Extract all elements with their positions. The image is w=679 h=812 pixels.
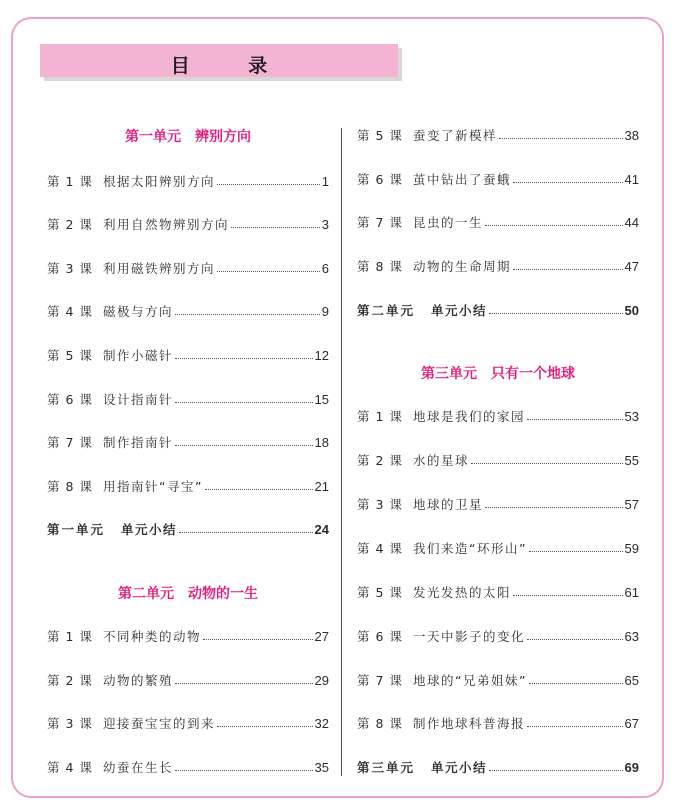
summary-title: 单元小结 [121, 522, 178, 537]
leader-dots [231, 227, 320, 228]
page-number: 50 [624, 303, 639, 318]
lesson-title: 幼蚕在生长 [103, 760, 174, 775]
toc-unit-summary[interactable] [357, 301, 639, 319]
lesson-title: 制作小磁针 [103, 348, 174, 363]
column-divider [341, 128, 342, 776]
page-number: 59 [624, 541, 639, 556]
lesson-number: 第 6 课 [357, 629, 403, 644]
lesson-title: 利用磁铁辨别方向 [103, 261, 216, 276]
leader-dots [513, 182, 623, 183]
lesson-number: 第 1 课 [47, 174, 93, 189]
leader-dots [499, 138, 623, 139]
page-number: 6 [321, 261, 329, 276]
leader-dots [175, 358, 313, 359]
leader-dots [489, 770, 623, 771]
lesson-title: 我们来造“环形山” [413, 541, 527, 556]
page-number: 1 [321, 174, 329, 189]
page-number: 61 [624, 585, 639, 600]
toc-unit-summary[interactable] [47, 520, 329, 538]
unit-label: 第三单元 [357, 760, 416, 775]
page-number: 53 [624, 409, 639, 424]
page-number: 38 [624, 128, 639, 143]
lesson-number: 第 4 课 [357, 541, 403, 556]
page-number: 18 [314, 435, 329, 450]
lesson-title: 蚕变了新模样 [413, 128, 498, 143]
leader-dots [175, 683, 313, 684]
page-number: 35 [314, 760, 329, 775]
lesson-title: 地球的“兄弟姐妹” [413, 673, 527, 688]
title-banner [40, 44, 398, 77]
leader-dots [471, 463, 623, 464]
lesson-title: 制作指南针 [103, 435, 174, 450]
toc-entry[interactable] [47, 627, 329, 645]
leader-dots [529, 551, 623, 552]
lesson-title: 迎接蚕宝宝的到来 [103, 716, 216, 731]
unit-heading-1: 第一单元 辨别方向 [125, 129, 251, 145]
toc-entry[interactable] [47, 302, 329, 320]
leader-dots [527, 639, 623, 640]
lesson-title: 地球是我们的家园 [413, 409, 526, 424]
toc-entry[interactable] [357, 714, 639, 732]
leader-dots [513, 269, 623, 270]
toc-entry[interactable] [357, 407, 639, 425]
lesson-number: 第 8 课 [47, 479, 93, 494]
leader-dots [485, 225, 623, 226]
lesson-number: 第 4 课 [47, 304, 93, 319]
lesson-title: 发光发热的太阳 [413, 585, 512, 600]
summary-title: 单元小结 [431, 303, 488, 318]
lesson-title: 水的星球 [413, 453, 470, 468]
lesson-title: 昆虫的一生 [413, 215, 484, 230]
page-number: 69 [624, 760, 639, 775]
lesson-title: 设计指南针 [103, 392, 174, 407]
toc-unit-summary[interactable] [357, 758, 639, 776]
toc-entry[interactable] [357, 583, 639, 601]
lesson-title: 地球的卫星 [413, 497, 484, 512]
toc-entry[interactable] [357, 170, 639, 188]
toc-entry[interactable] [47, 714, 329, 732]
toc-entry[interactable] [47, 433, 329, 451]
toc-entry[interactable] [357, 213, 639, 231]
leader-dots [513, 595, 623, 596]
lesson-number: 第 1 课 [47, 629, 93, 644]
leader-dots [217, 726, 313, 727]
toc-entry[interactable] [357, 495, 639, 513]
toc-entry[interactable] [47, 758, 329, 776]
unit-heading-2: 第二单元 动物的一生 [118, 586, 258, 602]
page-number: 24 [314, 522, 329, 537]
leader-dots [205, 489, 313, 490]
toc-entry[interactable] [47, 215, 329, 233]
page-number: 41 [624, 172, 639, 187]
page-number: 57 [624, 497, 639, 512]
lesson-number: 第 6 课 [47, 392, 93, 407]
lesson-number: 第 5 课 [357, 585, 403, 600]
lesson-title: 制作地球科普海报 [413, 716, 526, 731]
page-number: 44 [624, 215, 639, 230]
toc-entry[interactable] [47, 346, 329, 364]
page-number: 55 [624, 453, 639, 468]
toc-entry[interactable] [47, 259, 329, 277]
page-number: 65 [624, 673, 639, 688]
leader-dots [175, 445, 313, 446]
lesson-title: 动物的繁殖 [103, 673, 174, 688]
lesson-title: 利用自然物辨别方向 [103, 217, 230, 232]
lesson-number: 第 4 课 [47, 760, 93, 775]
toc-entry[interactable] [47, 390, 329, 408]
page-number: 3 [321, 217, 329, 232]
lesson-title: 茧中钻出了蚕蛾 [413, 172, 512, 187]
lesson-number: 第 3 课 [47, 716, 93, 731]
toc-entry[interactable] [357, 451, 639, 469]
lesson-number: 第 7 课 [357, 673, 403, 688]
lesson-number: 第 2 课 [47, 217, 93, 232]
page-number: 21 [314, 479, 329, 494]
lesson-title: 不同种类的动物 [103, 629, 202, 644]
toc-entry[interactable] [357, 126, 639, 144]
lesson-number: 第 2 课 [47, 673, 93, 688]
lesson-title: 动物的生命周期 [413, 259, 512, 274]
lesson-number: 第 5 课 [357, 128, 403, 143]
lesson-title: 用指南针“寻宝” [103, 479, 203, 494]
page-number: 29 [314, 673, 329, 688]
toc-entry[interactable] [47, 477, 329, 495]
unit-label: 第二单元 [357, 303, 416, 318]
page-number: 47 [624, 259, 639, 274]
leader-dots [175, 770, 313, 771]
toc-entry[interactable] [357, 539, 639, 557]
toc-entry[interactable] [357, 671, 639, 689]
leader-dots [527, 726, 623, 727]
lesson-number: 第 3 课 [357, 497, 403, 512]
leader-dots [217, 184, 320, 185]
lesson-number: 第 2 课 [357, 453, 403, 468]
lesson-number: 第 6 课 [357, 172, 403, 187]
toc-entry[interactable] [357, 257, 639, 275]
leader-dots [203, 639, 313, 640]
toc-entry[interactable] [357, 627, 639, 645]
page-number: 15 [314, 392, 329, 407]
page-number: 67 [624, 716, 639, 731]
leader-dots [175, 314, 320, 315]
lesson-number: 第 8 课 [357, 259, 403, 274]
page-number: 63 [624, 629, 639, 644]
toc-entry[interactable] [47, 671, 329, 689]
leader-dots [489, 313, 623, 314]
lesson-title: 一天中影子的变化 [413, 629, 526, 644]
leader-dots [217, 271, 320, 272]
page-number: 27 [314, 629, 329, 644]
lesson-number: 第 7 课 [357, 215, 403, 230]
unit-heading-3: 第三单元 只有一个地球 [421, 366, 575, 382]
page-number: 32 [314, 716, 329, 731]
lesson-number: 第 7 课 [47, 435, 93, 450]
lesson-number: 第 3 课 [47, 261, 93, 276]
unit-label: 第一单元 [47, 522, 106, 537]
leader-dots [529, 683, 623, 684]
page-title: 目 录 [170, 55, 294, 77]
lesson-number: 第 5 课 [47, 348, 93, 363]
leader-dots [527, 419, 623, 420]
leader-dots [485, 507, 623, 508]
lesson-title: 根据太阳辨别方向 [103, 174, 216, 189]
leader-dots [179, 532, 313, 533]
lesson-title: 磁极与方向 [103, 304, 174, 319]
leader-dots [175, 402, 313, 403]
lesson-number: 第 1 课 [357, 409, 403, 424]
page-number: 12 [314, 348, 329, 363]
toc-entry[interactable] [47, 172, 329, 190]
lesson-number: 第 8 课 [357, 716, 403, 731]
page-number: 9 [321, 304, 329, 319]
summary-title: 单元小结 [431, 760, 488, 775]
